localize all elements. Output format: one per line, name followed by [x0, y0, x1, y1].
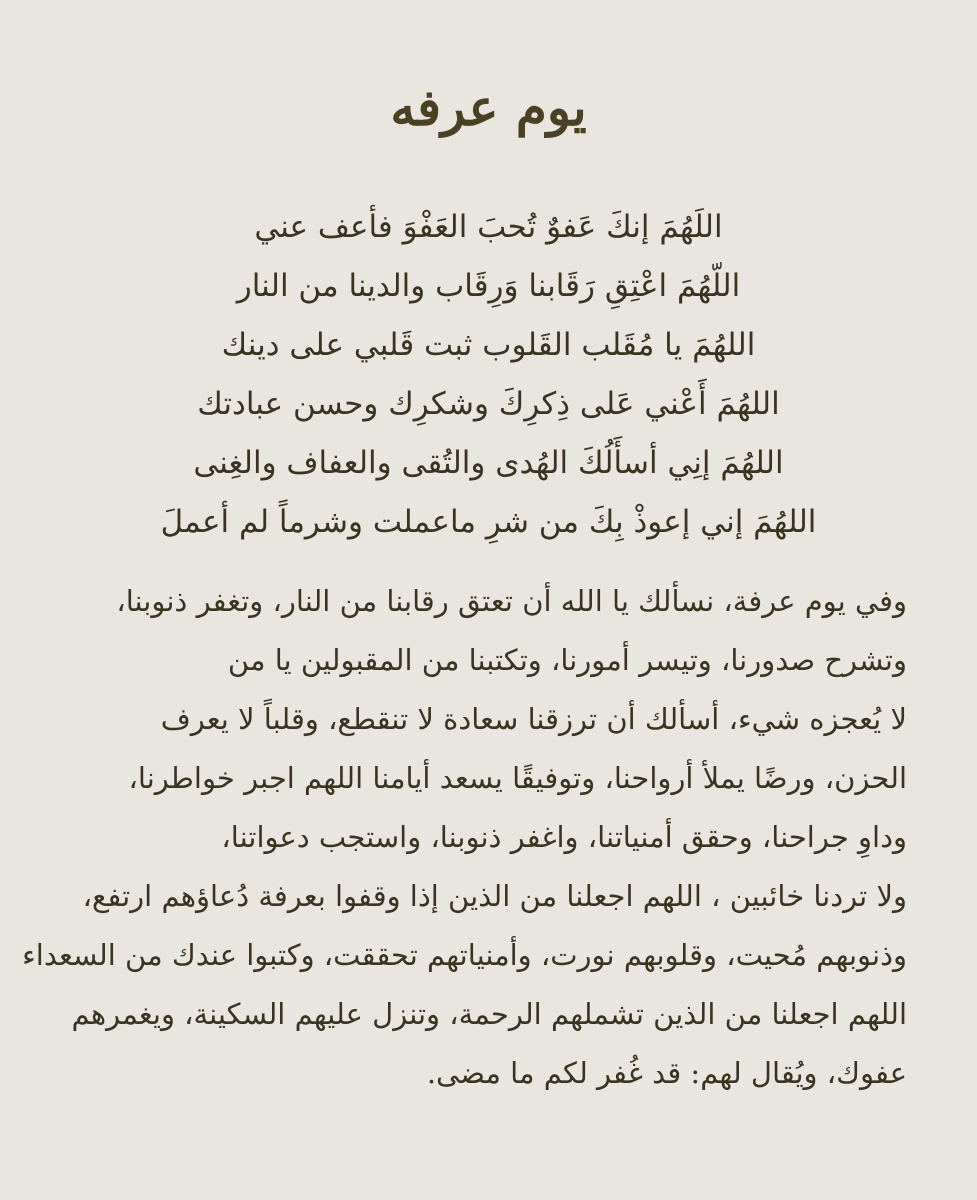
prose-line: عفوك، ويُقال لهم: قد غُفر لكم ما مضى. [426, 1056, 907, 1090]
prose-line: وتشرح صدورنا، وتيسر أمورنا، وتكتبنا من المقبولين يا من [227, 643, 907, 677]
dua-line: اللهُمَ يا مُقَلب القَلوب ثبت قَلبي على دينك [221, 327, 756, 363]
prose-line: اللهم اجعلنا من الذين تشملهم الرحمة، وتنزل عليهم السكينة، ويغمرهم [71, 997, 907, 1031]
prose-line: وذنوبهم مُحيت، وقلوبهم نورت، وأمنياتهم تحققت، وكتبوا عندك من السعداء [22, 938, 907, 972]
dua-line: اللَهُمَ إنكَ عَفوٌ تُحبَ العَفْوَ فأعف عني [254, 209, 723, 245]
dua-list [150, 198, 827, 552]
prose-line: ولا تردنا خائبين ، اللهم اجعلنا من الذين إذا وقفوا بعرفة دُعاؤهم ارتفع، [82, 879, 907, 913]
dua-line: اللّهُمَ اعْتِقِ رَقَابنا وَرِقَاب والدينا من النار [236, 268, 741, 304]
prose-line: وفي يوم عرفة، نسألك يا الله أن تعتق رقابنا من النار، وتغفر ذنوبنا، [116, 584, 907, 618]
prose-line: لا يُعجزه شيء، أسألك أن ترزقنا سعادة لا تنقطع، وقلباً لا يعرف [160, 702, 907, 736]
page-title: يوم عرفه [390, 78, 587, 137]
dua-line: اللهُمَ إني إعوذْ بِكَ من شرِ ماعملت وشرماً لم أعملَ [160, 504, 817, 540]
prose-line: الحزن، ورضًا يملأ أرواحنا، وتوفيقًا يسعد أيامنا اللهم اجبر خواطرنا، [128, 761, 907, 795]
dua-line: اللهُمَ أَعْني عَلى ذِكرِكَ وشكرِك وحسن عبادتك [197, 386, 780, 422]
prose-line: وداوِ جراحنا، وحقق أمنياتنا، واغفر ذنوبنا، واستجب دعواتنا، [221, 820, 907, 854]
prose-paragraph [22, 572, 907, 1103]
dua-line: اللهُمَ إنِي أسأَلُكَ الهُدى والتُقى والعفاف والغِنى [193, 445, 784, 481]
